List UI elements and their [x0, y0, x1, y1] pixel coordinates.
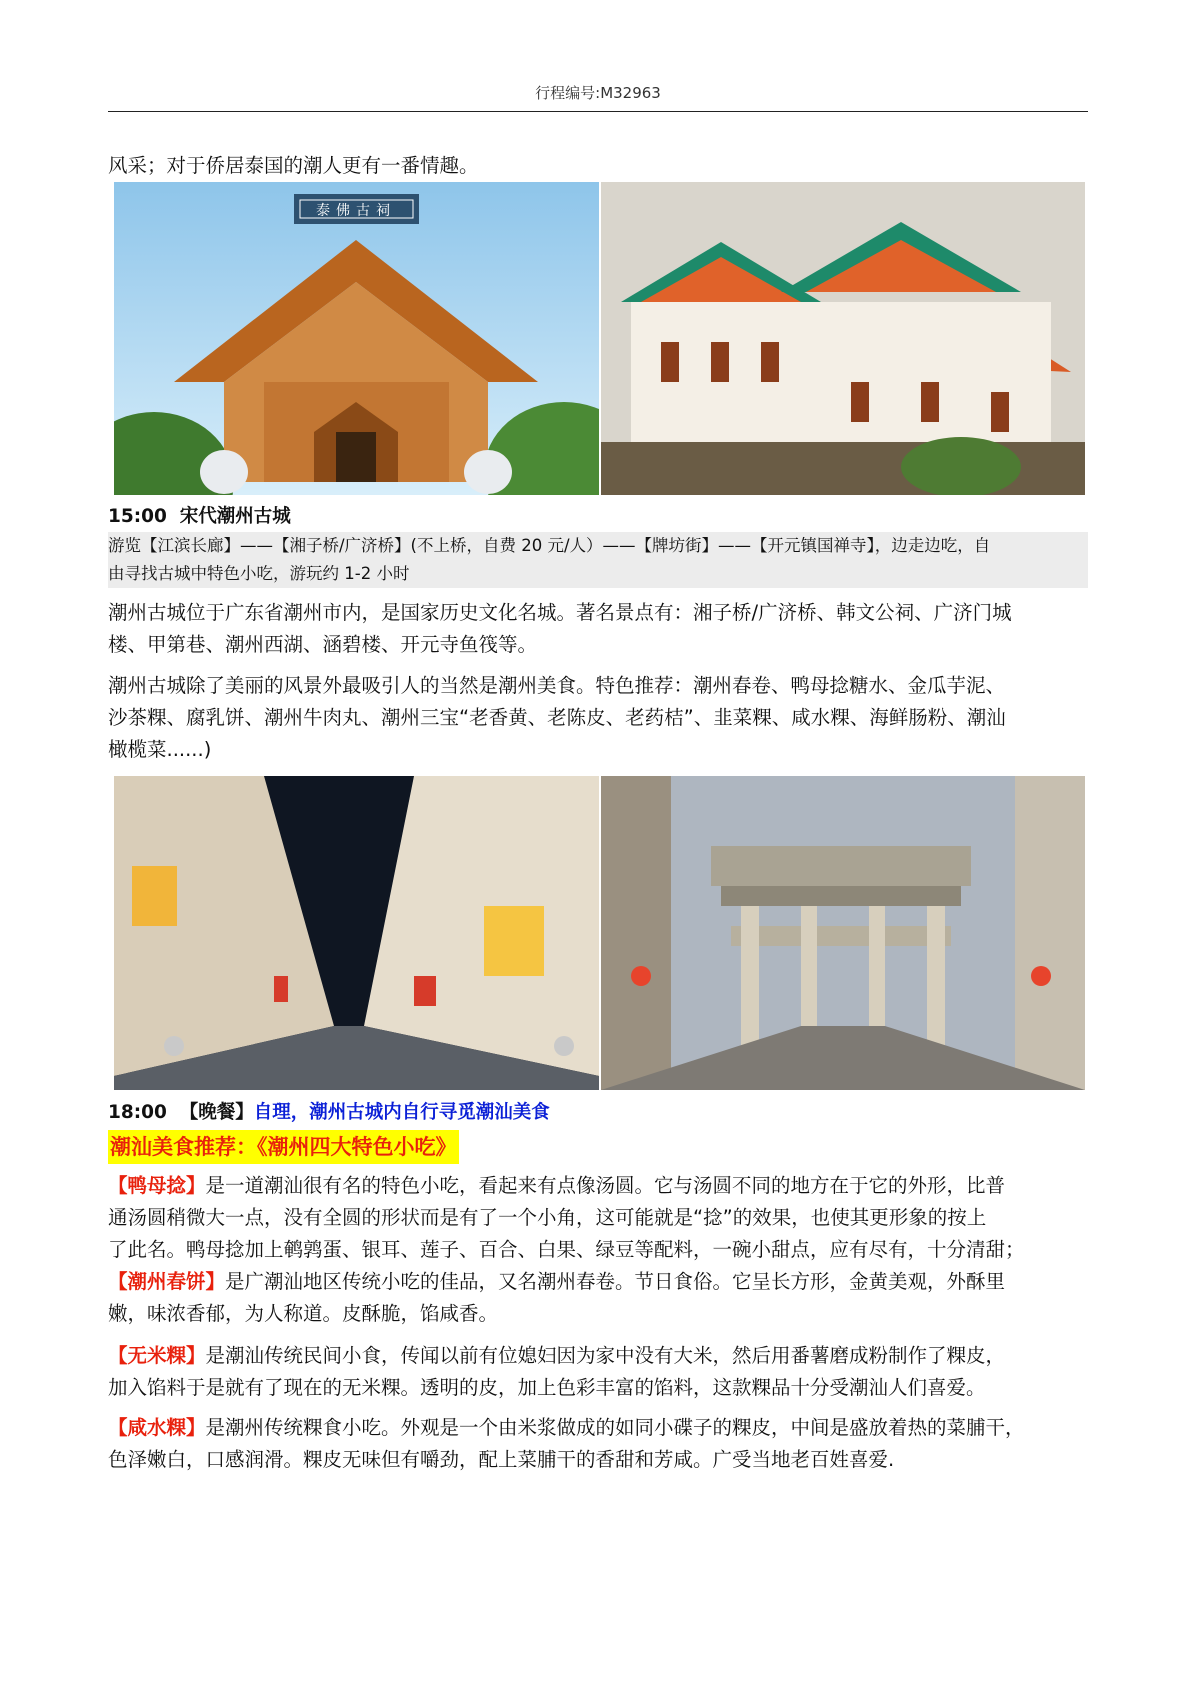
old-city-heading [108, 502, 291, 528]
temple-facade-photo [114, 182, 599, 495]
food-item-xianshuiguo [108, 1412, 1088, 1476]
food-4-line-2: 色泽嫩白，口感润滑。粿皮无味但有嚼劲，配上菜脯干的香甜和芳咸。广受当地老百姓喜爱. [108, 1448, 895, 1471]
dinner-heading [108, 1098, 550, 1124]
old-city-route-box [108, 532, 1088, 588]
food-3-line-2: 加入馅料于是就有了现在的无米粿。透明的皮，加上色彩丰富的馅料，这款粿品十分受潮汕人们喜爱。 [108, 1376, 986, 1399]
desc2-line-3: 橄榄菜......) [108, 738, 212, 761]
food-2-line-1: 是广潮汕地区传统小吃的佳品，又名潮州春卷。节日食俗。它呈长方形，金黄美观，外酥里 [225, 1270, 1006, 1293]
food-2-line-2: 嫩，味浓香郁，为人称道。皮酥脆，馅咸香。 [108, 1302, 499, 1325]
food-1-line-1: 是一道潮汕很有名的特色小吃，看起来有点像汤圆。它与汤圆不同的地方在于它的外形，比普 [205, 1174, 1006, 1197]
intro-tail-text: 风采；对于侨居泰国的潮人更有一番情趣。 [108, 154, 479, 177]
old-city-description-2 [108, 670, 1088, 766]
food-name-4: 【咸水粿】 [108, 1416, 206, 1439]
dinner-time: 18:00 [108, 1102, 167, 1123]
itinerary-code: 行程编号:M32963 [535, 84, 661, 102]
thai-roof-photo [601, 182, 1085, 495]
old-city-title: 宋代潮州古城 [179, 506, 291, 527]
header-divider [108, 111, 1088, 112]
food-1-line-3: 了此名。鸭母捻加上鹌鹑蛋、银耳、莲子、百合、白果、绿豆等配料，一碗小甜点，应有尽有，十分清甜； [108, 1238, 1025, 1261]
old-city-description-1 [108, 597, 1088, 661]
food-name-1: 【鸭母捻】 [108, 1174, 206, 1197]
night-street-photo [114, 776, 599, 1090]
desc1-line-2: 楼、甲第巷、潮州西湖、涵碧楼、开元寺鱼筏等。 [108, 633, 538, 656]
route-line-1: 游览【江滨长廊】——【湘子桥/广济桥】(不上桥，自费 20 元/人）——【牌坊街】——【开元镇国禅寺】，边走边吃，自 [108, 536, 991, 555]
desc2-line-1: 潮州古城除了美丽的风景外最吸引人的当然是潮州美食。特色推荐：潮州春卷、鸭母捻糖水、金瓜芋泥、 [108, 674, 1006, 697]
food-3-line-1: 是潮汕传统民间小食，传闻以前有位媳妇因为家中没有大米，然后用番薯磨成粉制作了粿皮， [205, 1344, 1006, 1367]
dinner-bracket: 【晚餐】 [179, 1102, 254, 1123]
food-item-wumiguo [108, 1340, 1088, 1404]
dinner-text: 自理，潮州古城内自行寻觅潮汕美食 [253, 1102, 550, 1123]
food-item-chunbing [108, 1266, 1088, 1330]
food-name-3: 【无米粿】 [108, 1344, 206, 1367]
food-item-yamunian [108, 1170, 1088, 1266]
route-line-2: 由寻找古城中特色小吃，游玩约 1-2 小时 [108, 564, 410, 583]
food-1-line-2: 通汤圆稍微大一点，没有全圆的形状而是有了一个小角，这可能就是“捻”的效果，也使其更形象的按上 [108, 1206, 987, 1229]
archway-street-photo [601, 776, 1085, 1090]
food-recommendation-heading: 潮汕美食推荐：《潮州四大特色小吃》 [108, 1130, 459, 1164]
desc2-line-2: 沙茶粿、腐乳饼、潮州牛肉丸、潮州三宝“老香黄、老陈皮、老药桔”、韭菜粿、咸水粿、海鲜肠粉、潮汕 [108, 706, 1006, 729]
desc1-line-1: 潮州古城位于广东省潮州市内，是国家历史文化名城。著名景点有：湘子桥/广济桥、韩文公祠、广济门城 [108, 601, 1012, 624]
food-name-2: 【潮州春饼】 [108, 1270, 226, 1293]
old-city-time: 15:00 [108, 506, 167, 527]
temple-sign-text: 泰佛古祠 [316, 203, 396, 219]
food-4-line-1: 是潮州传统粿食小吃。外观是一个由米浆做成的如同小碟子的粿皮，中间是盛放着热的菜脯干， [205, 1416, 1025, 1439]
